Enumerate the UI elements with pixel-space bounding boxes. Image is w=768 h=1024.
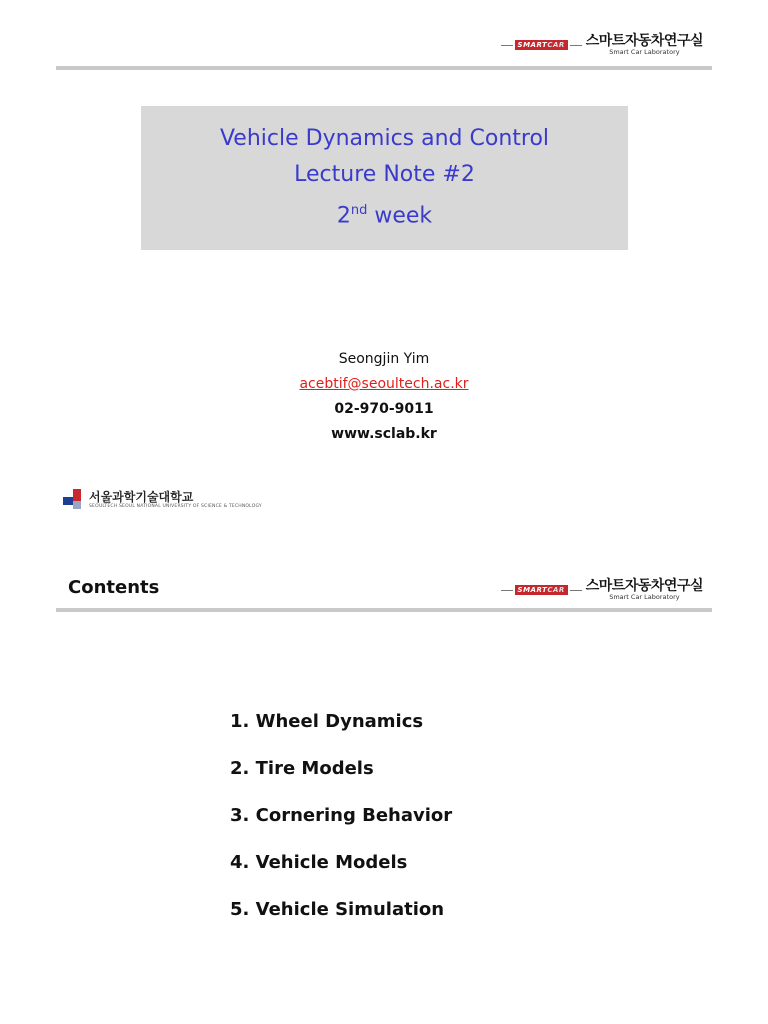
list-item: 4. Vehicle Models (230, 852, 408, 873)
lab-name-english: Smart Car Laboratory (609, 593, 680, 601)
lab-name-english: Smart Car Laboratory (609, 48, 680, 56)
author-email-link[interactable]: acebtif@seoultech.ac.kr (299, 376, 469, 392)
author-name: Seongjin Yim (338, 351, 430, 367)
smart-car-lab-logo (501, 34, 703, 56)
list-item: 3. Cornering Behavior (230, 805, 453, 826)
contents-heading: Contents (68, 577, 160, 598)
lab-name-korean: 스마트자동차연구실 (585, 578, 703, 594)
title-week: 2nd week (336, 203, 433, 229)
seoultech-emblem-icon (63, 489, 85, 511)
author-phone: 02-970-9011 (334, 401, 434, 417)
author-website[interactable]: www.sclab.kr (331, 426, 437, 442)
list-item: 5. Vehicle Simulation (230, 899, 445, 920)
lab-name-korean: 스마트자동차연구실 (585, 33, 703, 49)
university-name-english: SEOULTECH SEOUL NATIONAL UNIVERSITY OF SCIENCE & TECHNOLOGY (89, 504, 262, 509)
smartcar-wordmark: SMARTCAR (501, 40, 582, 50)
title-line-2: Lecture Note #2 (294, 162, 475, 188)
title-box (141, 106, 628, 250)
title-line-1: Vehicle Dynamics and Control (219, 126, 550, 152)
header-rule (56, 66, 712, 70)
list-item: 2. Tire Models (230, 758, 374, 779)
list-item: 1. Wheel Dynamics (230, 711, 424, 732)
header-rule (56, 608, 712, 612)
smartcar-wordmark: SMARTCAR (501, 585, 582, 595)
university-name-korean: 서울과학기술대학교 (89, 490, 194, 504)
contents-list (230, 698, 452, 933)
university-logo (63, 489, 262, 511)
contents-slide (0, 555, 768, 1024)
smart-car-lab-logo (501, 579, 703, 601)
author-block (0, 347, 768, 447)
